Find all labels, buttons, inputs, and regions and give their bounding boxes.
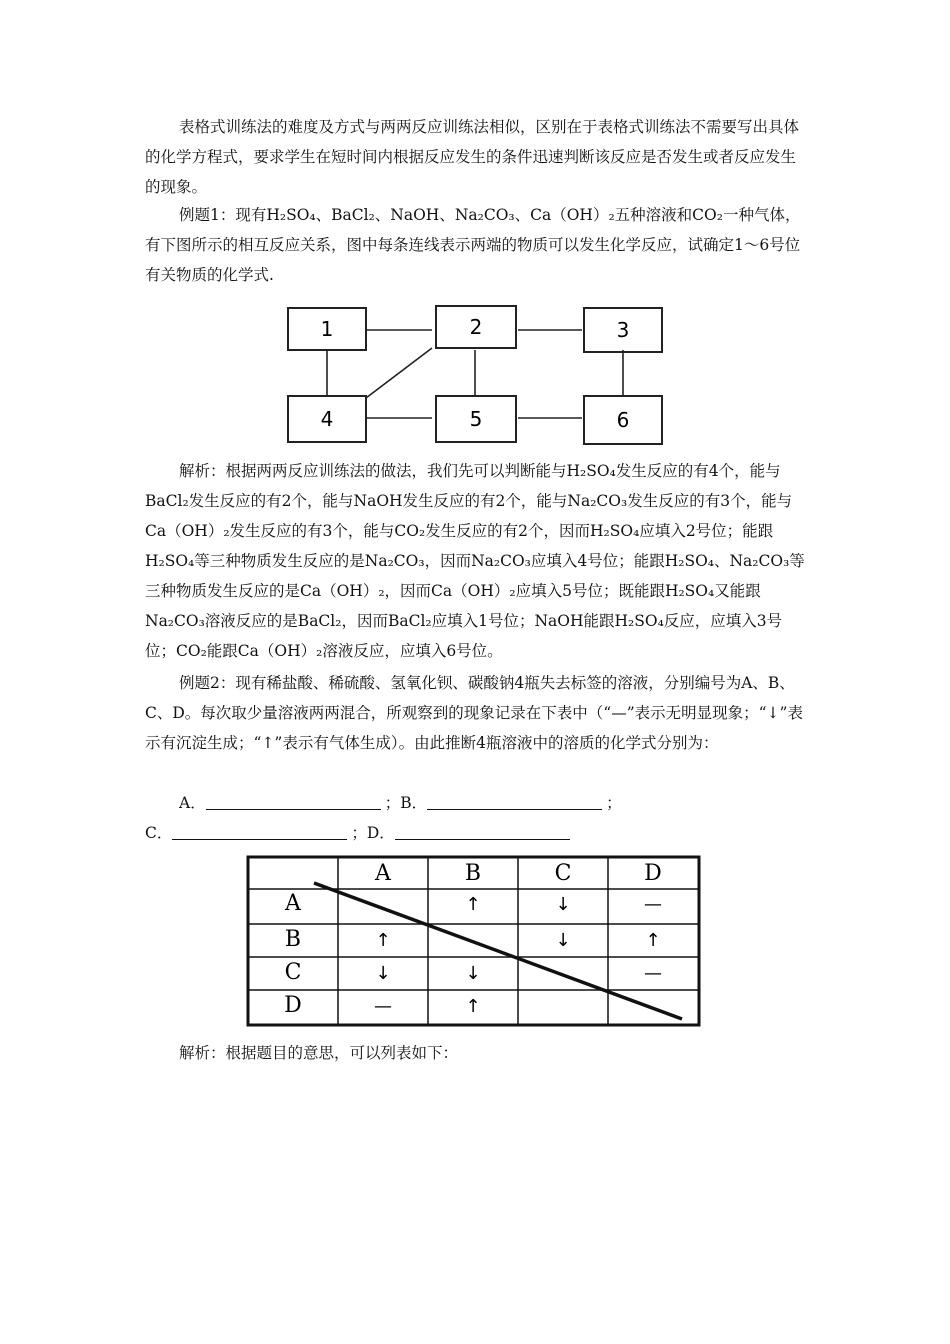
answer-d-blank[interactable]	[395, 821, 570, 840]
answer-line-ab	[179, 788, 622, 818]
answer-d-label: ；D．	[351, 824, 395, 842]
diagram-box-1: 1	[320, 317, 334, 341]
example1-paragraph: 例题1：现有H₂SO₄、BaCl₂、NaOH、Na₂CO₃、Ca（OH）₂五种溶液和CO₂一种气体，有下图所示的相互反应关系，图中每条连线表示两端的物质可以发生化学反应，试确定1～6号位有关物质的化学式.	[145, 206, 801, 284]
table-cell: —	[374, 996, 392, 1017]
answer-a-label: A．	[179, 794, 206, 812]
reaction-diagram	[280, 300, 680, 450]
table-col-header: C	[554, 861, 572, 886]
table-cell: ↓	[465, 963, 481, 984]
table-col-header: D	[644, 861, 662, 886]
answer-line-cd	[145, 818, 570, 848]
answer-b-label: ；B．	[384, 794, 428, 812]
diagram-box-3: 3	[616, 318, 630, 342]
table-row-header: C	[284, 960, 302, 985]
analysis2-paragraph: 解析：根据题目的意思，可以列表如下：	[179, 1044, 459, 1062]
table-cell: ↑	[465, 894, 481, 915]
table-cell: —	[644, 894, 662, 915]
answer-c-label: C．	[145, 824, 173, 842]
table-cell: —	[644, 963, 662, 984]
table-cell: ↓	[555, 930, 571, 951]
answer-a-blank[interactable]	[206, 791, 381, 810]
diagram-box-5: 5	[469, 407, 483, 431]
table-row-header: D	[284, 993, 302, 1018]
intro-paragraph: 表格式训练法的难度及方式与两两反应训练法相似，区别在于表格式训练法不需要写出具体的化学方程式，要求学生在短时间内根据反应发生的条件迅速判断该反应是否发生或者反应发生的现象。	[145, 118, 800, 196]
answer-b-end: ；	[606, 794, 622, 812]
table-col-header: B	[464, 861, 482, 886]
table-cell: ↑	[375, 930, 391, 951]
example2-paragraph: 例题2：现有稀盐酸、稀硫酸、氢氧化钡、碳酸钠4瓶失去标签的溶液，分别编号为A、B、C、D。每次取少量溶液两两混合，所观察到的现象记录在下表中（“—”表示无明显现象；“↓”表示有沉淀生成；“↑”表示有气体生成）。由此推断4瓶溶液中的溶质的化学式分别为：	[145, 674, 803, 752]
reaction-table	[240, 852, 710, 1032]
table-cell: ↓	[555, 894, 571, 915]
analysis1-paragraph: 解析：根据两两反应训练法的做法，我们先可以判断能与H₂SO₄发生反应的有4个，能与BaCl₂发生反应的有2个，能与NaOH发生反应的有2个，能与Na₂CO₃发生反应的有3个，能与Ca（OH）₂发生反应的有3个，能与CO₂发生反应的有2个，因而H₂SO₄应填入2号位；能跟H₂SO₄等三种物质发生反应的是Na₂CO₃，因而Na₂CO₃应填入4号位；能跟H₂SO₄、Na₂CO₃等三种物质发生反应的是Ca（OH）₂，因而Ca（OH）₂应填入5号位；既能跟H₂SO₄又能跟Na₂CO₃溶液反应的是BaCl₂，因而BaCl₂应填入1号位；NaOH能跟H₂SO₄反应，应填入3号位；CO₂能跟Ca（OH）₂溶液反应，应填入6号位。	[145, 462, 805, 660]
table-cell: ↓	[375, 963, 391, 984]
answer-b-blank[interactable]	[427, 791, 602, 810]
table-col-header: A	[375, 861, 391, 886]
diagram-box-6: 6	[616, 408, 630, 432]
diagram-box-4: 4	[320, 407, 334, 431]
table-cell: ↑	[645, 930, 661, 951]
table-cell: ↑	[465, 996, 481, 1017]
table-row-header: B	[284, 927, 302, 952]
answer-c-blank[interactable]	[172, 821, 347, 840]
diagram-box-2: 2	[469, 315, 483, 339]
table-row-header: A	[285, 891, 301, 916]
